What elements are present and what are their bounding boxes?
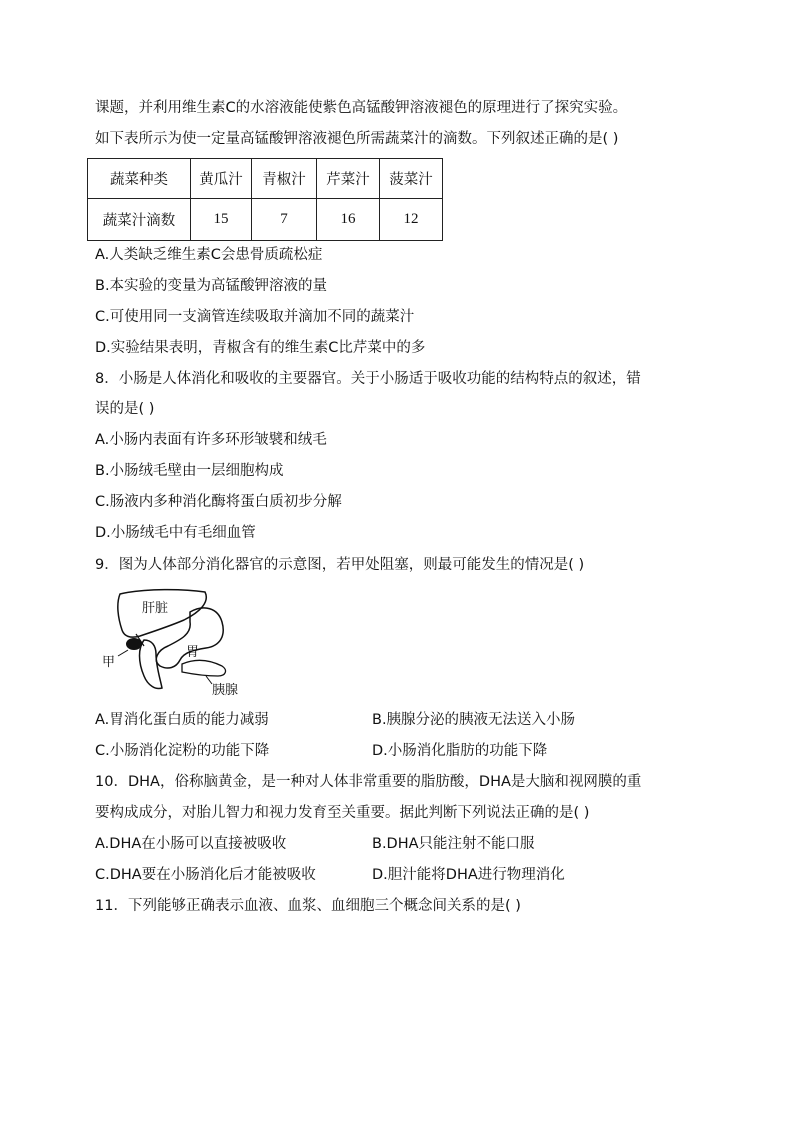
liver-label: 肝脏 [142, 601, 169, 616]
table-row-label: 蔬菜汁滴数 [88, 199, 191, 241]
table-cell: 7 [252, 199, 317, 241]
q10-stem-line-2: 要构成成分，对胎儿智力和视力发育至关重要。据此判断下列说法正确的是( ) [95, 805, 590, 821]
stomach-label: 胃 [186, 645, 200, 660]
table-header-cell: 菠菜汁 [380, 159, 443, 199]
q8-option-b: B.小肠绒毛壁由一层细胞构成 [95, 463, 284, 479]
digestive-organs-diagram [100, 586, 260, 698]
table-header-cell: 蔬菜种类 [88, 159, 191, 199]
q8-option-d: D.小肠绒毛中有毛细血管 [95, 525, 256, 541]
intro-line-1: 课题，并利用维生素C的水溶液能使紫色高锰酸钾溶液褪色的原理进行了探究实验。 [95, 100, 628, 116]
q7-option-d: D.实验结果表明，青椒含有的维生素C比芹菜中的多 [95, 340, 426, 356]
table-cell: 12 [380, 199, 443, 241]
q7-option-c: C.可使用同一支滴管连续吸取并滴加不同的蔬菜汁 [95, 309, 415, 325]
q9-option-d: D.小肠消化脂肪的功能下降 [372, 743, 548, 759]
q10-option-b: B.DHA只能注射不能口服 [372, 836, 535, 852]
table-header-cell: 青椒汁 [252, 159, 317, 199]
vegetable-juice-table [87, 158, 443, 241]
q10-option-a: A.DHA在小肠可以直接被吸收 [95, 836, 287, 852]
q11-stem: 11．下列能够正确表示血液、血浆、血细胞三个概念间关系的是( ) [95, 898, 521, 914]
table-cell: 15 [191, 199, 252, 241]
q9-stem: 9．图为人体部分消化器官的示意图，若甲处阻塞，则最可能发生的情况是( ) [95, 557, 585, 573]
table-row [88, 199, 443, 241]
q10-option-d: D.胆汁能将DHA进行物理消化 [372, 867, 565, 883]
pancreas-label: 胰腺 [212, 683, 239, 698]
q7-option-a: A.人类缺乏维生素C会患骨质疏松症 [95, 247, 323, 263]
table-header-cell: 芹菜汁 [317, 159, 380, 199]
q10-option-c: C.DHA要在小肠消化后才能被吸收 [95, 867, 316, 883]
q9-option-a: A.胃消化蛋白质的能力减弱 [95, 712, 269, 728]
jia-pointer-line [118, 650, 128, 656]
pancreas-outline [182, 660, 225, 676]
intro-line-2: 如下表所示为使一定量高锰酸钾溶液褪色所需蔬菜汁的滴数。下列叙述正确的是( ) [95, 131, 619, 147]
q8-option-c: C.肠液内多种消化酶将蛋白质初步分解 [95, 494, 342, 510]
q8-stem-line-2: 误的是( ) [95, 401, 155, 417]
q9-option-c: C.小肠消化淀粉的功能下降 [95, 743, 270, 759]
q7-option-b: B.本实验的变量为高锰酸钾溶液的量 [95, 278, 328, 294]
table-cell: 16 [317, 199, 380, 241]
table-header-cell: 黄瓜汁 [191, 159, 252, 199]
q8-option-a: A.小肠内表面有许多环形皱襞和绒毛 [95, 432, 327, 448]
jia-label: 甲 [102, 655, 116, 670]
q9-option-b: B.胰腺分泌的胰液无法送入小肠 [372, 712, 576, 728]
table-header-row [88, 159, 443, 199]
q10-stem-line-1: 10．DHA，俗称脑黄金，是一种对人体非常重要的脂肪酸，DHA是大脑和视网膜的重 [95, 774, 642, 790]
q8-stem-line-1: 8．小肠是人体消化和吸收的主要器官。关于小肠适于吸收功能的结构特点的叙述，错 [95, 371, 641, 387]
